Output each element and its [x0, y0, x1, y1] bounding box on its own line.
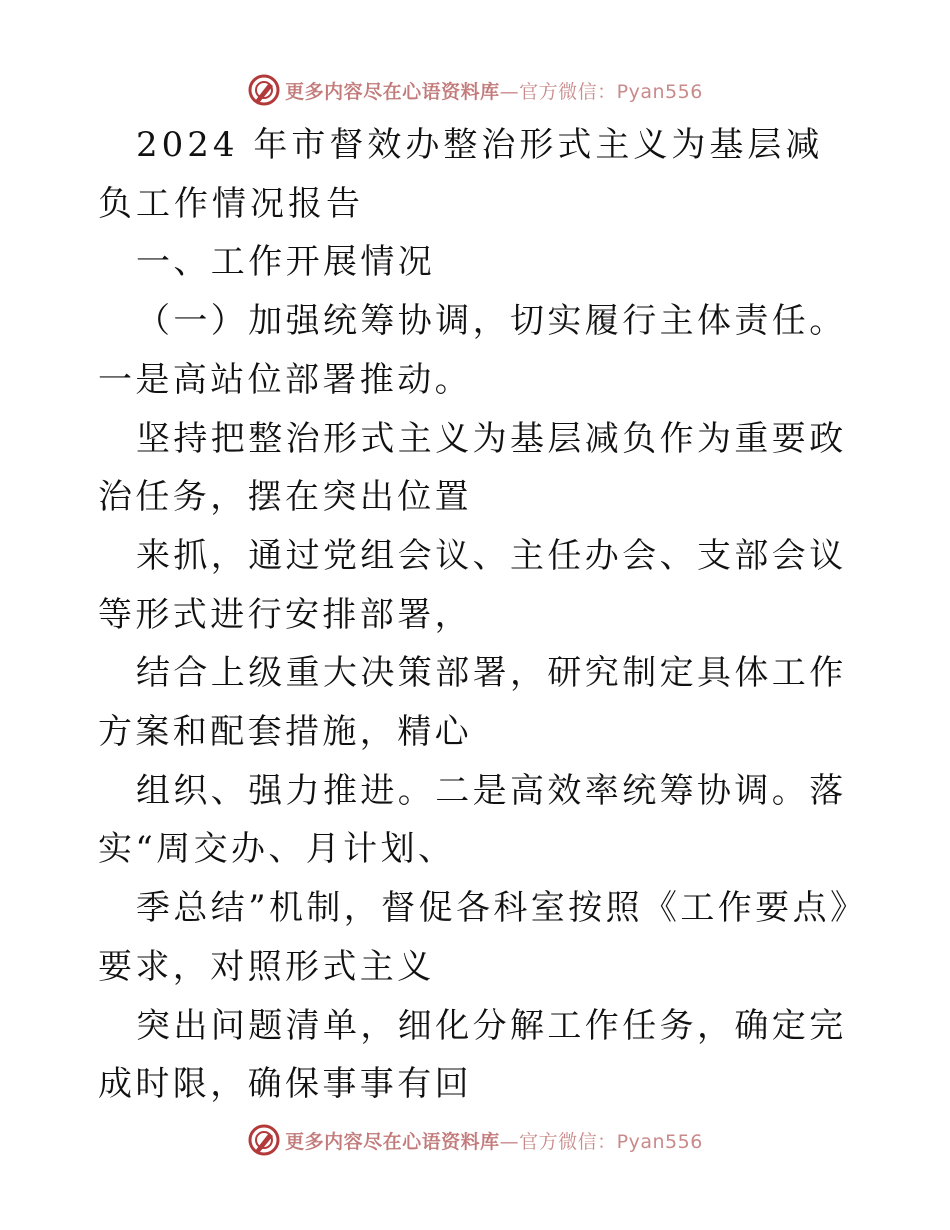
section-heading: 一、工作开展情况 — [136, 242, 436, 283]
paragraph: 季总结”机制，督促各科室按照《工作要点》要求，对照形式主义 — [98, 888, 851, 987]
footer-watermark — [0, 1120, 950, 1160]
paragraph: 突出问题清单，细化分解工作任务，确定完成时限，确保事事有回 — [98, 1005, 847, 1105]
paragraph: （一）加强统筹协调，切实履行主体责任。一是高站位部署推动。 — [98, 301, 847, 400]
paragraph: 组织、强力推进。二是高效率统筹协调。落实“周交办、月计划、 — [98, 770, 847, 870]
paragraph: 结合上级重大决策部署，研究制定具体工作方案和配套措施，精心 — [98, 653, 847, 753]
watermark-text: 更多内容尽在心语资料库—官方微信：Pyan556 — [285, 1130, 703, 1153]
pen-logo-icon — [247, 73, 281, 107]
header-watermark — [0, 70, 950, 110]
paragraph: 坚持把整治形式主义为基层减负作为重要政治任务，摆在突出位置 — [98, 418, 847, 518]
paragraph: 来抓，通过党组会议、主任办会、支部会议等形式进行安排部署， — [98, 535, 847, 635]
document-body — [98, 116, 858, 1114]
document-title: 2024 年市督效办整治形式主义为基层减负工作情况报告 — [98, 125, 824, 224]
pen-logo-icon — [247, 1123, 281, 1157]
watermark-text: 更多内容尽在心语资料库—官方微信：Pyan556 — [285, 80, 703, 103]
